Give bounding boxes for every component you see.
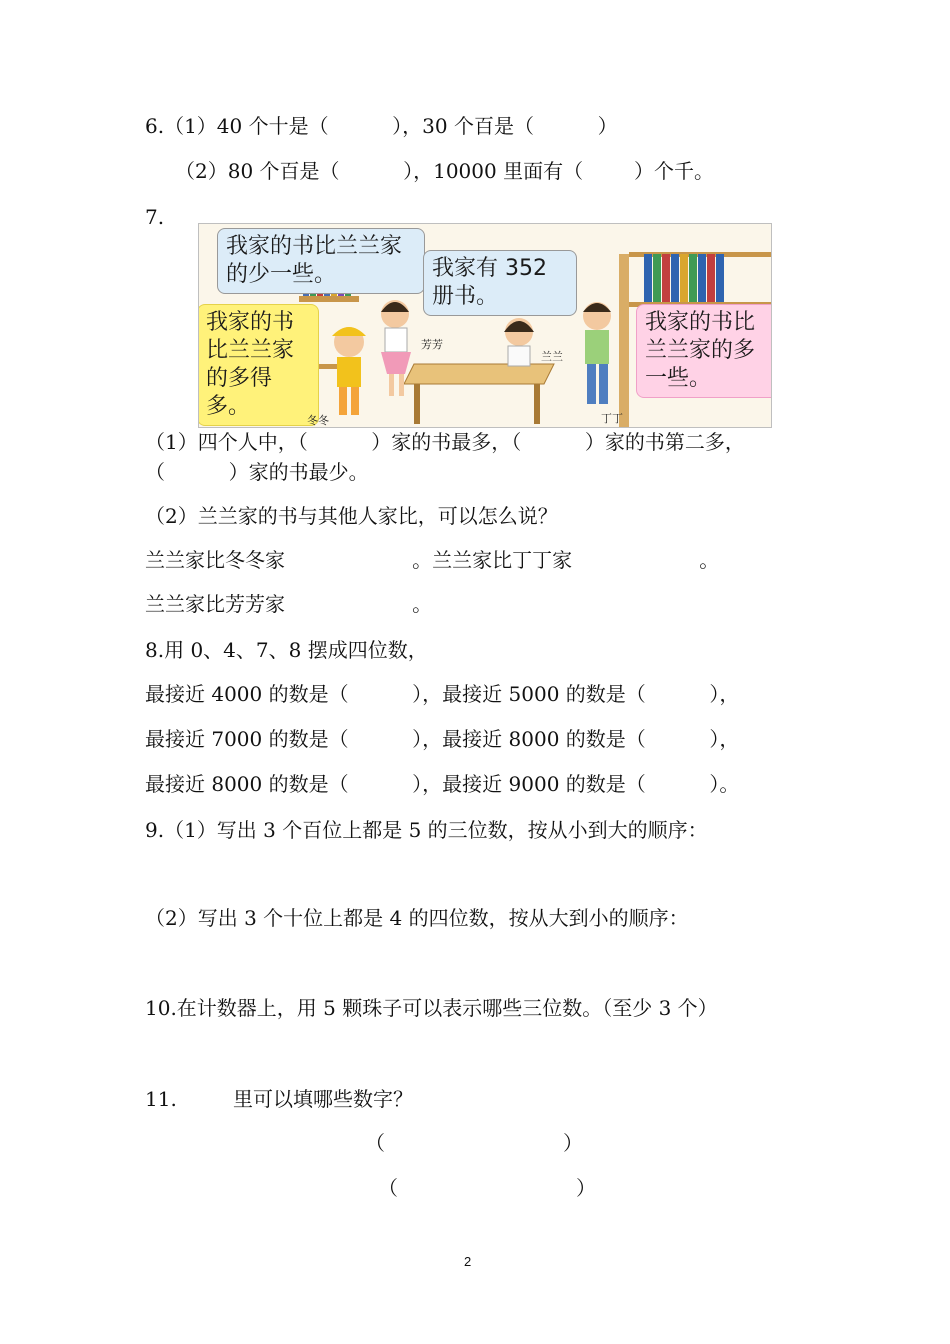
- speech-bubble-top-left: 我家的书比兰兰家的少一些。: [217, 228, 425, 294]
- q10-text: 10.在计数器上，用 5 颗珠子可以表示哪些三位数。（至少 3 个）: [145, 996, 718, 1020]
- speech-bubble-center: 我家有 352 册书。: [423, 250, 577, 316]
- q8-row1: 最接近 4000 的数是（ ），最接近 5000 的数是（ ），: [145, 682, 740, 706]
- name-label-lanlan: 兰兰: [541, 350, 563, 363]
- q6-line2: （2）80 个百是（ ），10000 里面有（ ）个千。: [175, 159, 714, 183]
- q8-intro: 8.用 0、4、7、8 摆成四位数，: [145, 638, 428, 662]
- q6-line1: 6.（1）40 个十是（ ），30 个百是（ ）: [145, 114, 618, 138]
- q11-blank1: （ ）: [365, 1131, 584, 1155]
- q11-blank2: （ ）: [378, 1176, 597, 1200]
- speech-bubble-left: 我家的书比兰兰家的多得多。: [198, 304, 319, 426]
- page-number: 2: [464, 1254, 472, 1269]
- q7-part2: （2）兰兰家的书与其他人家比，可以怎么说？: [145, 504, 558, 528]
- q9-part1: 9.（1）写出 3 个百位上都是 5 的三位数，按从小到大的顺序：: [145, 818, 708, 842]
- q7-part1-line2: （ ）家的书最少。: [145, 460, 369, 484]
- q11-number: 11.: [145, 1087, 177, 1111]
- q7-answer-line1: 兰兰家比冬冬家 。兰兰家比丁丁家 。: [145, 548, 720, 572]
- bookshelf-illustration: [198, 223, 772, 428]
- q7-answer-line2: 兰兰家比芳芳家 。: [145, 592, 433, 616]
- name-label-dongdong: 冬冬: [307, 414, 329, 427]
- q7-number: 7.: [145, 205, 165, 229]
- name-label-fangfang: 芳芳: [421, 338, 443, 351]
- q7-part1-line1: （1）四个人中，（ ）家的书最多，（ ）家的书第二多，: [145, 430, 745, 454]
- name-label-dingding: 丁丁: [601, 412, 623, 425]
- q8-row2: 最接近 7000 的数是（ ），最接近 8000 的数是（ ），: [145, 727, 740, 751]
- q9-part2: （2）写出 3 个十位上都是 4 的四位数，按从大到小的顺序：: [145, 906, 689, 930]
- q11-text: 里可以填哪些数字？: [233, 1087, 413, 1111]
- q8-row3: 最接近 8000 的数是（ ），最接近 9000 的数是（ ）。: [145, 772, 740, 796]
- speech-bubble-right: 我家的书比兰兰家的多一些。: [636, 304, 772, 398]
